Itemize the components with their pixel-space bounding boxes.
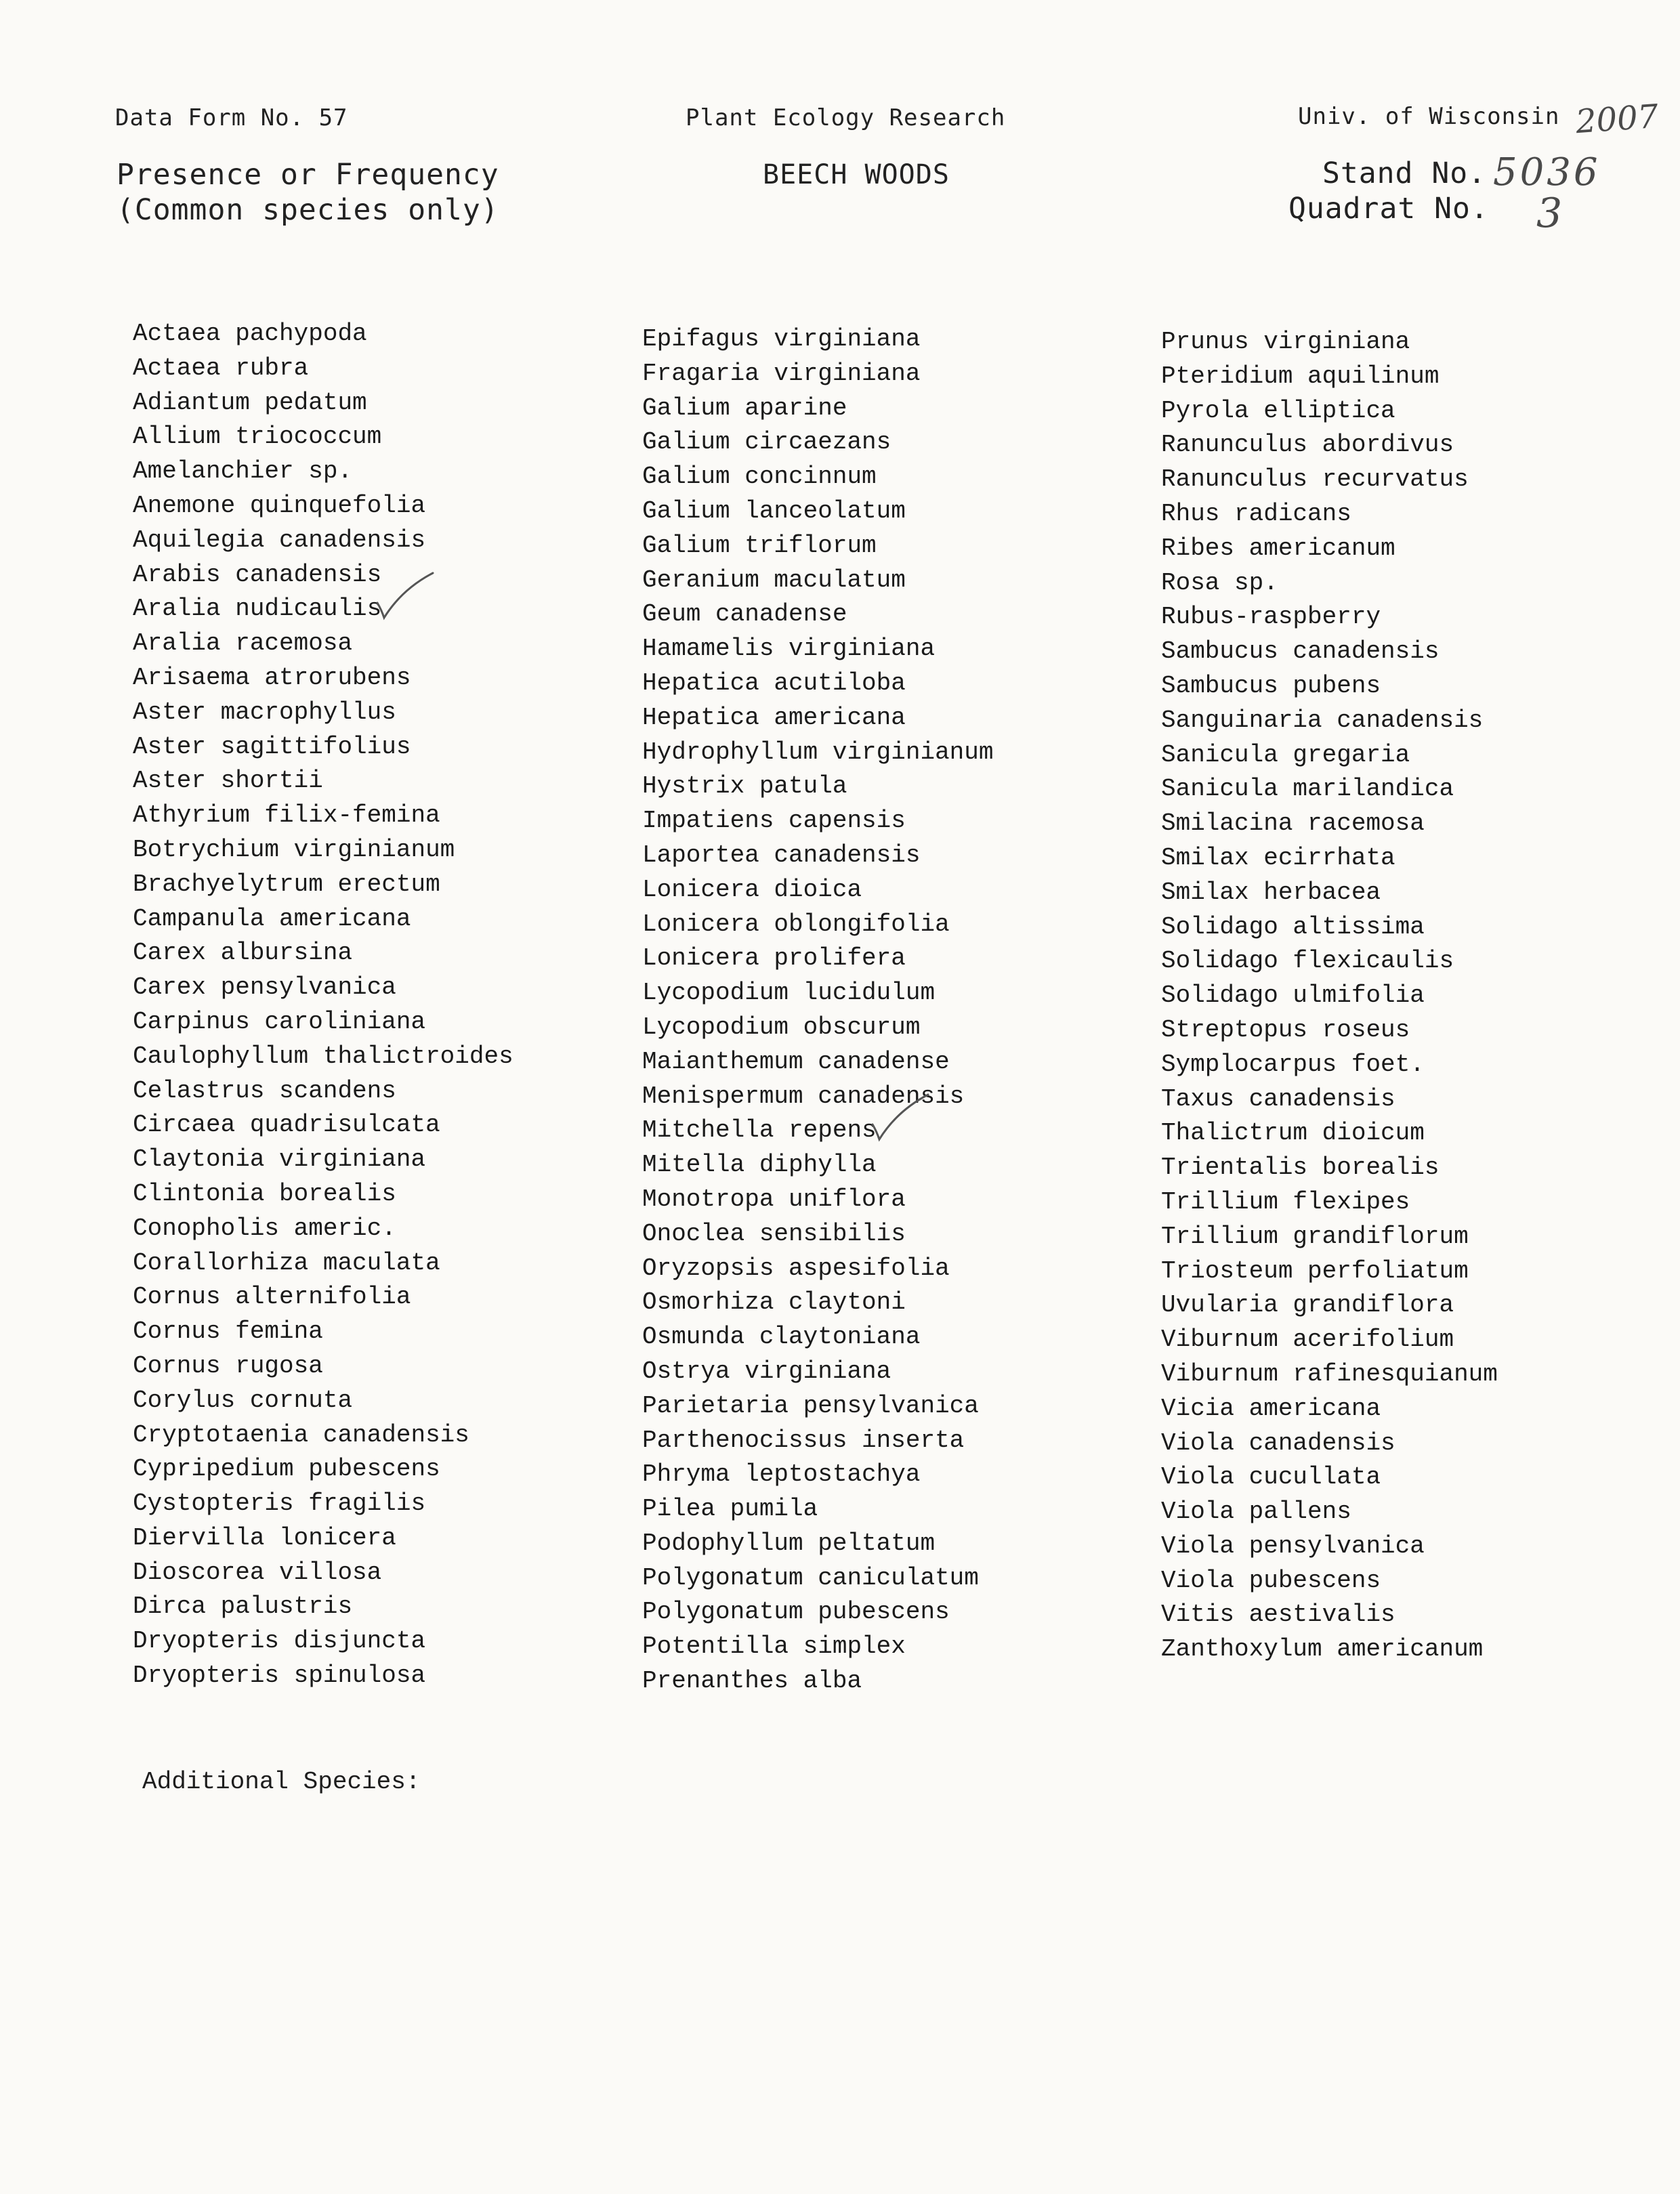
- species-item: Ranunculus recurvatus: [1161, 465, 1469, 494]
- species-item: Viola pubescens: [1161, 1566, 1381, 1595]
- species-item: Hamamelis virginiana: [642, 635, 936, 663]
- species-item: Galium aparine: [642, 394, 847, 422]
- species-item: Pyrola elliptica: [1161, 396, 1395, 425]
- species-item: Diervilla lonicera: [133, 1523, 396, 1552]
- species-item: Sanicula marilandica: [1161, 775, 1454, 803]
- species-item: Trillium flexipes: [1161, 1187, 1410, 1216]
- species-item: Adiantum pedatum: [133, 388, 367, 417]
- species-item: Parietaria pensylvanica: [642, 1391, 979, 1420]
- species-item: Aster shortii: [133, 767, 323, 795]
- species-item: Corylus cornuta: [133, 1386, 353, 1414]
- species-item: Lonicera prolifera: [642, 944, 906, 973]
- form-type-line2: (Common species only): [117, 193, 499, 227]
- year-handwritten: 2007: [1574, 97, 1660, 142]
- species-item: Rubus-raspberry: [1161, 603, 1381, 631]
- species-item: Cystopteris fragilis: [133, 1490, 426, 1518]
- species-item: Athyrium filix-femina: [133, 801, 440, 830]
- species-item: Hepatica americana: [642, 703, 906, 732]
- species-item: Anemone quinquefolia: [133, 491, 426, 520]
- species-item: Smilax herbacea: [1161, 878, 1381, 906]
- stand-label: Stand No.: [1322, 156, 1486, 190]
- species-item: Viola pallens: [1161, 1498, 1351, 1526]
- species-item: Geum canadense: [642, 600, 847, 629]
- species-item: Cornus rugosa: [133, 1351, 323, 1380]
- species-item: Sambucus canadensis: [1161, 637, 1440, 666]
- species-item: Zanthoxylum americanum: [1161, 1635, 1484, 1664]
- species-item: Prenanthes alba: [642, 1667, 862, 1695]
- species-item: Aralia nudicaulis: [133, 595, 382, 623]
- species-item: Rosa sp.: [1161, 568, 1278, 597]
- species-item: Actaea pachypoda: [133, 320, 367, 347]
- species-item: Conopholis americ.: [133, 1214, 396, 1242]
- stand-value-handwritten: 5036: [1493, 150, 1601, 194]
- species-item: Streptopus roseus: [1161, 1015, 1410, 1044]
- species-item: Onoclea sensibilis: [642, 1219, 906, 1248]
- species-item: Triosteum perfoliatum: [1161, 1257, 1469, 1285]
- species-column-2: [642, 322, 993, 1699]
- species-item: Sanicula gregaria: [1161, 740, 1410, 769]
- institution-label: Univ. of Wisconsin: [1298, 103, 1560, 130]
- species-item: Vicia americana: [1161, 1394, 1381, 1422]
- species-item: Viola cucullata: [1161, 1463, 1381, 1492]
- species-item: Sambucus pubens: [1161, 671, 1381, 700]
- species-item: Galium concinnum: [642, 463, 877, 491]
- species-item: Carex pensylvanica: [133, 973, 396, 1002]
- species-item: Lycopodium lucidulum: [642, 979, 936, 1007]
- species-item: Allium triococcum: [133, 423, 382, 451]
- checkmark-icon: [870, 1091, 931, 1145]
- species-item: Arisaema atrorubens: [133, 663, 411, 692]
- species-item: Corallorhiza maculata: [133, 1248, 440, 1277]
- species-item: Pteridium aquilinum: [1161, 362, 1440, 390]
- species-item: Celastrus scandens: [133, 1076, 396, 1105]
- species-item: Potentilla simplex: [642, 1632, 906, 1661]
- species-item: Symplocarpus foet.: [1161, 1050, 1425, 1078]
- species-item: Phryma leptostachya: [642, 1460, 921, 1489]
- species-item: Taxus canadensis: [1161, 1084, 1395, 1113]
- species-item: Viburnum acerifolium: [1161, 1326, 1454, 1354]
- species-item: Prunus virginiana: [1161, 328, 1410, 356]
- species-item: Solidago ulmifolia: [1161, 982, 1425, 1010]
- species-item: Osmorhiza claytoni: [642, 1288, 906, 1317]
- species-item: Cryptotaenia canadensis: [133, 1420, 469, 1449]
- organization-label: Plant Ecology Research: [686, 104, 1006, 131]
- quadrat-value-handwritten: 3: [1536, 190, 1563, 237]
- species-item: Vitis aestivalis: [1161, 1601, 1395, 1629]
- species-item: Viola pensylvanica: [1161, 1532, 1425, 1560]
- species-item: Maianthemum canadense: [642, 1047, 950, 1076]
- species-item: Epifagus virginiana: [642, 325, 921, 353]
- species-item: Ranunculus abordivus: [1161, 431, 1454, 459]
- species-item: Carex albursina: [133, 939, 353, 967]
- species-item: Circaea quadrisulcata: [133, 1111, 440, 1139]
- species-column-3: [1161, 325, 1498, 1667]
- species-item: Hystrix patula: [642, 772, 847, 801]
- species-item: Smilax ecirrhata: [1161, 843, 1395, 872]
- species-item: Cypripedium pubescens: [133, 1455, 440, 1483]
- species-item: Podophyllum peltatum: [642, 1529, 936, 1557]
- species-item: Trientalis borealis: [1161, 1154, 1440, 1182]
- species-item: Carpinus caroliniana: [133, 1007, 426, 1036]
- species-item: Smilacina racemosa: [1161, 809, 1425, 838]
- species-item: Solidago flexicaulis: [1161, 947, 1454, 975]
- species-item: Oryzopsis aspesifolia: [642, 1254, 950, 1282]
- species-item: Galium triflorum: [642, 531, 877, 560]
- form-number: Data Form No. 57: [115, 104, 348, 131]
- species-item: Menispermum canadensis: [642, 1082, 965, 1110]
- species-item: Solidago altissima: [1161, 912, 1425, 941]
- species-item: Clintonia borealis: [133, 1179, 396, 1208]
- species-item: Aster macrophyllus: [133, 698, 396, 726]
- additional-species-label: Additional Species:: [142, 1768, 421, 1796]
- species-item: Rhus radicans: [1161, 499, 1351, 528]
- species-item: Aquilegia canadensis: [133, 526, 426, 554]
- species-item: Ribes americanum: [1161, 534, 1395, 562]
- species-item: Mitella diphylla: [642, 1151, 877, 1179]
- species-item: Aralia racemosa: [133, 629, 353, 658]
- species-item: Aster sagittifolius: [133, 732, 411, 761]
- species-item: Cornus alternifolia: [133, 1283, 411, 1311]
- species-item: Amelanchier sp.: [133, 457, 353, 486]
- species-item: Lonicera dioica: [642, 875, 862, 904]
- species-item: Trillium grandiflorum: [1161, 1222, 1469, 1250]
- species-item: Viburnum rafinesquianum: [1161, 1359, 1498, 1388]
- species-item: Uvularia grandiflora: [1161, 1291, 1454, 1320]
- species-item: Dioscorea villosa: [133, 1558, 382, 1586]
- species-item: Monotropa uniflora: [642, 1185, 906, 1213]
- species-item: Laportea canadensis: [642, 841, 921, 869]
- species-item: Actaea rubra: [133, 354, 309, 382]
- species-item: Campanula americana: [133, 904, 411, 933]
- quadrat-label: Quadrat No.: [1288, 192, 1489, 226]
- species-item: Geranium maculatum: [642, 566, 906, 594]
- species-item: Mitchella repens: [642, 1116, 877, 1145]
- species-item: Parthenocissus inserta: [642, 1426, 965, 1454]
- species-item: Galium circaezans: [642, 428, 891, 457]
- species-item: Ostrya virginiana: [642, 1357, 891, 1385]
- species-item: Lonicera oblongifolia: [642, 910, 950, 938]
- species-item: Botrychium virginianum: [133, 835, 455, 864]
- species-item: Polygonatum pubescens: [642, 1598, 950, 1626]
- species-item: Fragaria virginiana: [642, 359, 921, 387]
- species-item: Impatiens capensis: [642, 807, 906, 835]
- species-column-1: [133, 317, 513, 1693]
- species-item: Polygonatum caniculatum: [642, 1563, 979, 1592]
- species-item: Galium lanceolatum: [642, 497, 906, 525]
- species-item: Hydrophyllum virginianum: [642, 738, 994, 766]
- species-item: Thalictrum dioicum: [1161, 1119, 1425, 1147]
- species-item: Dryopteris disjuncta: [133, 1627, 426, 1655]
- species-item: Claytonia virginiana: [133, 1145, 426, 1174]
- species-item: Cornus femina: [133, 1317, 323, 1346]
- page-title: BEECH WOODS: [763, 159, 950, 190]
- species-item: Arabis canadensis: [133, 560, 382, 589]
- species-item: Lycopodium obscurum: [642, 1013, 921, 1041]
- species-item: Viola canadensis: [1161, 1429, 1395, 1457]
- species-item: Dryopteris spinulosa: [133, 1662, 426, 1690]
- checkmark-icon: [375, 569, 436, 623]
- species-item: Hepatica acutiloba: [642, 669, 906, 697]
- species-item: Caulophyllum thalictroides: [133, 1042, 513, 1070]
- species-item: Pilea pumila: [642, 1495, 818, 1523]
- species-item: Sanguinaria canadensis: [1161, 706, 1484, 734]
- form-type-line1: Presence or Frequency: [117, 158, 499, 192]
- species-item: Dirca palustris: [133, 1592, 353, 1621]
- species-item: Osmunda claytoniana: [642, 1323, 921, 1351]
- species-item: Brachyelytrum erectum: [133, 870, 440, 898]
